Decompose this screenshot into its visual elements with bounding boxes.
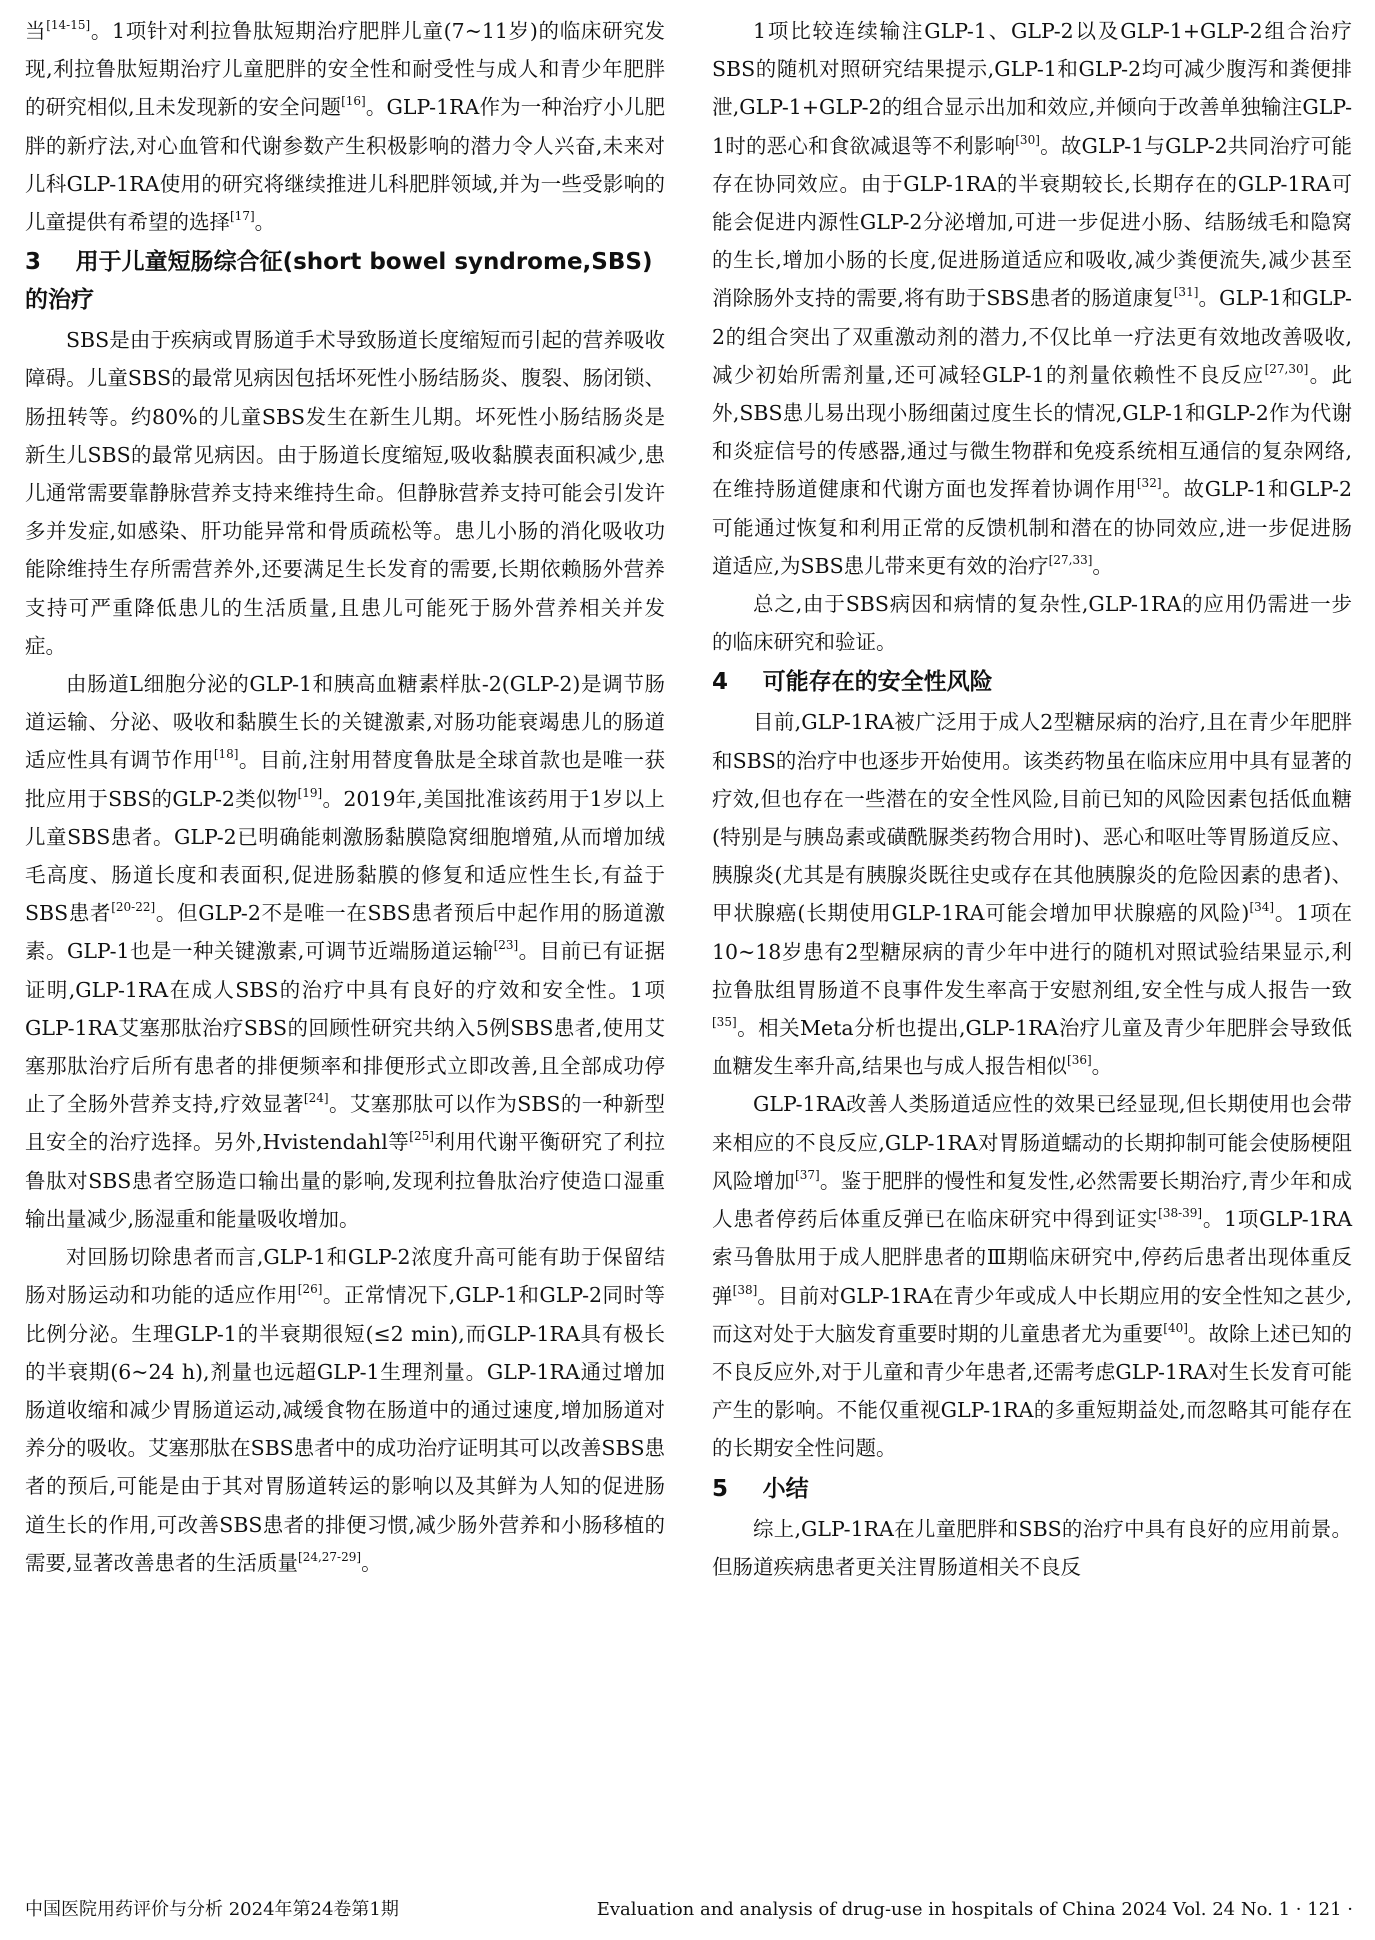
paragraph [712,1510,1352,1586]
text-run: 。故GLP-1和GLP-2可能通过恢复和利用正常的反馈机制和潜在的协同效应,进一步促进肠道适应,为SBS患儿带来更有效的治疗 [712,477,1352,578]
citation-ref: [31] [1173,285,1199,300]
text-run: 。 [1091,1054,1113,1079]
section-title: 小结 [762,1475,809,1502]
text-run: 。1项在10~18岁患有2型糖尿病的青少年中进行的随机对照试验结果显示,利拉鲁肽组胃肠道不良事件发生率高于安慰剂组,安全性与成人报告一致 [712,901,1352,1002]
citation-ref: [27,33] [1048,552,1093,567]
citation-ref: [23] [493,938,519,953]
citation-ref: [17] [230,209,255,224]
section-number: 5 [712,1475,729,1502]
text-run: 1项比较连续输注GLP-1、GLP-2以及GLP-1+GLP-2组合治疗SBS的随机对照研究结果提示,GLP-1和GLP-2均可减少腹泻和粪便排泄,GLP-1+GLP-2的组合显示出加和效应,并倾向于改善单独输注GLP-1时的恶心和食欲减退等不利影响 [712,19,1352,158]
citation-ref: [25] [409,1129,434,1144]
citation-ref: [40] [1163,1320,1188,1335]
section-title: 可能存在的安全性风险 [762,669,993,696]
text-run: 。但GLP-2不是唯一在SBS患者预后中起作用的肠道激素。GLP-1也是一种关键激素,可调节近端肠道运输 [25,901,665,964]
text-run: 。艾塞那肽可以作为SBS的一种新型且安全的治疗选择。另外,Hvistendahl等 [25,1092,666,1155]
text-run: 。1项GLP-1RA索马鲁肽用于成人肥胖患者的Ⅲ期临床研究中,停药后患者出现体重反弹 [712,1207,1353,1308]
citation-ref: [35] [712,1015,737,1030]
section-heading-5 [712,1470,1352,1508]
text-run: 利用代谢平衡研究了利拉鲁肽对SBS患者空肠造口输出量的影响,发现利拉鲁肽治疗使造口湿重输出量减少,肠湿重和能量吸收增加。 [25,1130,665,1231]
paragraph [25,12,665,241]
text-run: GLP-1RA改善人类肠道适应性的效果已经显现,但长期使用也会带来相应的不良反应,GLP-1RA对胃肠道蠕动的长期抑制可能会使肠梗阻风险增加 [712,1092,1352,1193]
text-run: 。故除上述已知的不良反应外,对于儿童和青少年患者,还需考虑GLP-1RA对生长发育可能产生的影响。不能仅重视GLP-1RA的多重短期益处,而忽略其可能存在的长期安全性问题。 [712,1321,1353,1461]
citation-ref: [16] [341,94,366,109]
citation-ref: [34] [1249,900,1275,915]
text-run: 。 [1092,553,1113,578]
paragraph [712,703,1352,1085]
citation-ref: [30] [1015,132,1040,147]
citation-ref: [32] [1136,476,1162,491]
text-run: 。1项针对利拉鲁肽短期治疗肥胖儿童(7~11岁)的临床研究发现,利拉鲁肽短期治疗儿童肥胖的安全性和耐受性与成人和青少年肥胖的研究相似,且未发现新的安全问题 [25,19,666,120]
text-run: 。相关Meta分析也提出,GLP-1RA治疗儿童及青少年肥胖会导致低血糖发生率升高,结果也与成人报告相似 [712,1016,1352,1079]
text-run: 。鉴于肥胖的慢性和复发性,必然需要长期治疗,青少年和成人患者停药后体重反弹已在临床研究中得到证实 [712,1168,1353,1232]
text-run: SBS是由于疾病或胃肠道手术导致肠道长度缩短而引起的营养吸收障碍。儿童SBS的最常见病因包括坏死性小肠结肠炎、腹裂、肠闭锁、肠扭转等。约80%的儿童SBS发生在新生儿期。坏死性小肠结肠炎是新生儿SBS的最常见病因。由于肠道长度缩短,吸收黏膜表面积减少,患儿通常需要靠静脉营养支持来维持生命。但静脉营养支持可能会引发许多并发症,如感染、肝功能异常和骨质疏松等。患儿小肠的消化吸收功能除维持生存所需营养外,还要满足生长发育的需要,长期依赖肠外营养支持可严重降低患儿的生活质量,且患儿可能死于肠外营养相关并发症。 [25,328,665,658]
citation-ref: [26] [297,1282,323,1297]
citation-ref: [24] [303,1091,329,1106]
text-run: 。2019年,美国批准该药用于1岁以上儿童SBS患者。GLP-2已明确能刺激肠黏膜隐窝细胞增殖,从而增加绒毛高度、肠道长度和表面积,促进肠黏膜的修复和适应性生长,有益于SBS患者 [25,786,665,926]
journal-name-cn: 中国医院用药评价与分析 2024年第24卷第1期 [25,1899,399,1920]
text-run: 。正常情况下,GLP-1和GLP-2同时等比例分泌。生理GLP-1的半衰期很短(≤2 min),而GLP-1RA具有极长的半衰期(6~24 h),剂量也远超GLP-1生理剂量。GLP-1RA通过增加肠道收缩和减少胃肠道运动,减缓食物在肠道中的通过速度,增加肠道对养分的吸收。艾塞那肽在SBS患者中的成功治疗证明其可以改善SBS患者的预后,可能是由于其对胃肠道转运的影响以及其鲜为人知的促进肠道生长的作用,可改善SBS患者的排便习惯,减少肠外营养和小肠移植的需要,显著改善患者的生活质量 [25,1283,665,1575]
text-run: 当 [25,19,47,43]
paragraph [712,1085,1352,1467]
citation-ref: [38-39] [1158,1206,1203,1221]
text-run: 由肠道L细胞分泌的GLP-1和胰高血糖素样肽-2(GLP-2)是调节肠道运输、分泌、吸收和黏膜生长的关键激素,对肠功能衰竭患儿的肠道适应性具有调节作用 [25,672,665,773]
text-run: 。故GLP-1与GLP-2共同治疗可能存在协同效应。由于GLP-1RA的半衰期较长,长期存在的GLP-1RA可能会促进内源性GLP-2分泌增加,可进一步促进小肠、结肠绒毛和隐窝的生长,增加小肠的长度,促进肠道适应和吸收,减少粪便流失,减少甚至消除肠外支持的需要,将有助于SBS患者的肠道康复 [712,133,1352,311]
text-run: 。GLP-1RA作为一种治疗小儿肥胖的新疗法,对心血管和代谢参数产生积极影响的潜力令人兴奋,未来对儿科GLP-1RA使用的研究将继续推进儿科肥胖领域,并为一些受影响的儿童提供有希望的选择 [25,95,666,235]
citation-ref: [36] [1067,1053,1092,1068]
citation-ref: [37] [795,1167,820,1182]
section-heading-4 [712,663,1352,701]
text-run: 。GLP-1和GLP-2的组合突出了双重激动剂的潜力,不仅比单一疗法更有效地改善吸收,减少初始所需剂量,还可减轻GLP-1的剂量依赖性不良反应 [712,286,1352,387]
citation-ref: [18] [213,747,239,762]
text-run: 。目前已有证据证明,GLP-1RA在成人SBS的治疗中具有良好的疗效和安全性。1项GLP-1RA艾塞那肽治疗SBS的回顾性研究共纳入5例SBS患者,使用艾塞那肽治疗后所有患者的排便频率和排便形式立即改善,且全部成功停止了全肠外营养支持,疗效显著 [25,939,666,1117]
text-run: 。 [361,1550,382,1575]
text-run: 。目前对GLP-1RA在青少年或成人中长期应用的安全性知之甚少,而这对处于大脑发育重要时期的儿童患者尤为重要 [712,1283,1353,1346]
paragraph [25,665,665,1238]
section-heading-3 [25,243,665,319]
left-column [25,12,665,1582]
section-number: 3 [25,249,42,276]
paragraph [712,12,1352,585]
citation-ref: [27,30] [1264,361,1309,376]
text-run: 对回肠切除患者而言,GLP-1和GLP-2浓度升高可能有助于保留结肠对肠运动和功能的适应作用 [25,1245,665,1308]
right-column [712,12,1352,1586]
text-run: 。此外,SBS患儿易出现小肠细菌过度生长的情况,GLP-1和GLP-2作为代谢和炎症信号的传感器,通过与微生物群和免疫系统相互通信的复杂网络,在维持肠道健康和代谢方面也发挥着协调作用 [712,362,1352,502]
text-run: 。 [254,210,276,235]
text-run: 综上,GLP-1RA在儿童肥胖和SBS的治疗中具有良好的应用前景。但肠道疾病患者更关注胃肠道相关不良反 [712,1516,1352,1579]
paragraph [25,321,665,665]
citation-ref: [38] [732,1282,758,1297]
citation-ref: [20-22] [111,900,156,915]
section-number: 4 [712,669,729,696]
citation-ref: [14-15] [46,18,91,32]
paragraph [25,1238,665,1582]
section-title: 用于儿童短肠综合征(short bowel syndrome,SBS)的治疗 [25,249,653,314]
text-run: 。目前,注射用替度鲁肽是全球首款也是唯一获批应用于SBS的GLP-2类似物 [25,748,666,811]
paragraph [712,585,1352,661]
citation-ref: [19] [297,785,323,800]
text-run: 总之,由于SBS病因和病情的复杂性,GLP-1RA的应用仍需进一步的临床研究和验证。 [712,592,1352,655]
journal-name-en: Evaluation and analysis of drug-use in hospitals of China 2024 Vol. 24 No. 1 · 121 · [596,1899,1353,1920]
text-run: 目前,GLP-1RA被广泛用于成人2型糖尿病的治疗,且在青少年肥胖和SBS的治疗中也逐步开始使用。该类药物虽在临床应用中具有显著的疗效,但也存在一些潜在的安全性风险,目前已知的风险因素包括低血糖(特别是与胰岛素或磺酰脲类药物合用时)、恶心和呕吐等胃肠道反应、胰腺炎(尤其是有胰腺炎既往史或存在其他胰腺炎的危险因素的患者)、甲状腺癌(长期使用GLP-1RA可能会增加甲状腺癌的风险) [712,710,1352,926]
citation-ref: [24,27-29] [298,1549,362,1564]
